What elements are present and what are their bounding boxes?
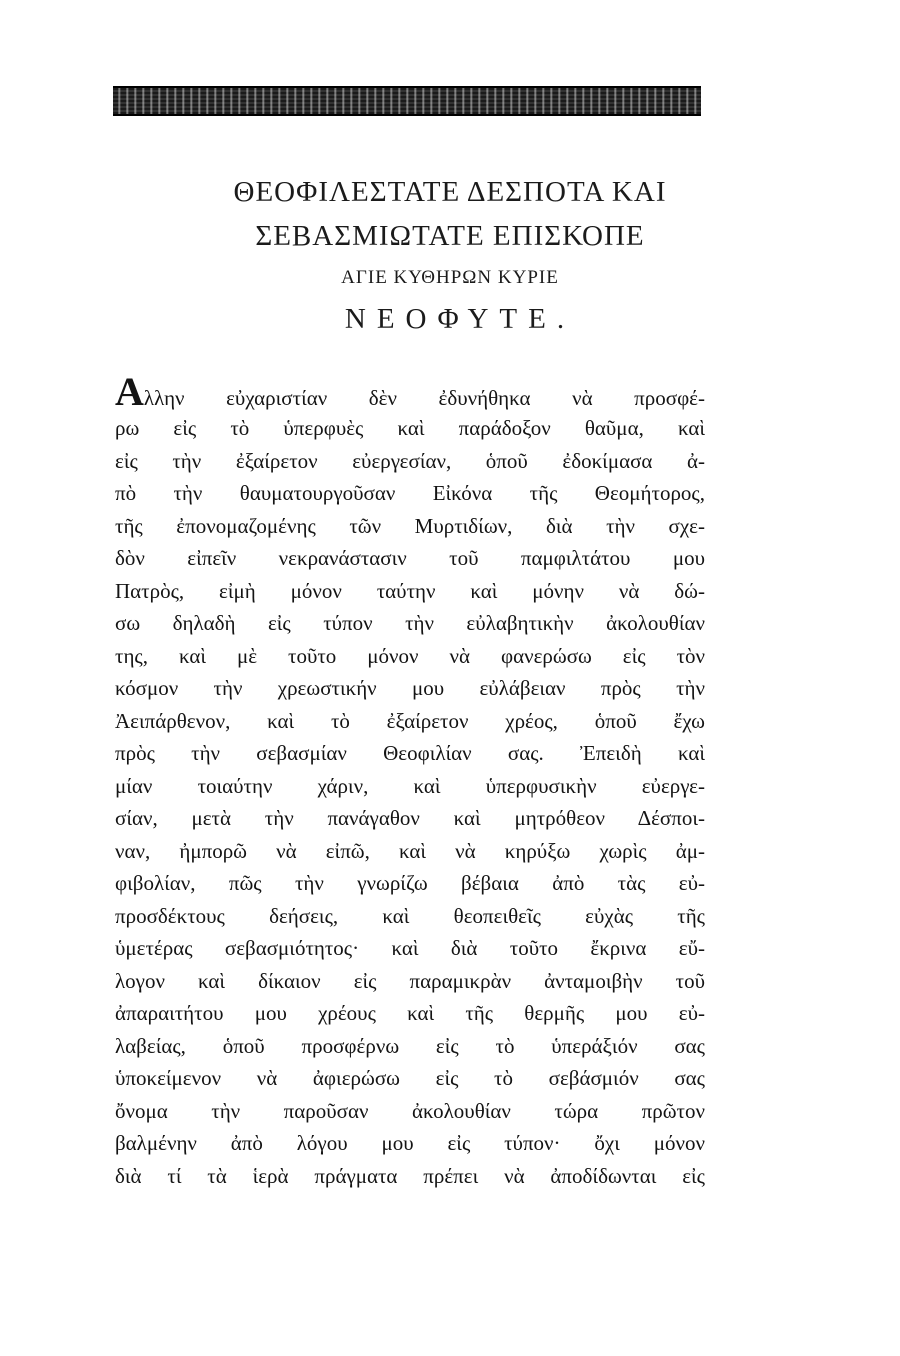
- text-line: λαβείας, ὁποῦ προσφέρνω εἰς τὸ ὑπεράξιόν σας: [115, 1033, 705, 1058]
- text-line-content: λλην εὐχαριστίαν δὲν ἐδυνήθηκα νὰ προσφέ-: [143, 386, 705, 410]
- body-paragraph: [115, 369, 705, 1192]
- text-line: διὰ τί τὰ ἱερὰ πράγματα πρέπει νὰ ἀποδίδωνται εἰς: [115, 1163, 705, 1188]
- text-line: πρὸς τὴν σεβασμίαν Θεοφιλίαν σας. Ἐπειδὴ καὶ: [115, 741, 705, 765]
- dedication-title-line-2: ΣΕΒΑΣΜΙΩΤΑΤΕ ΕΠΙΣΚΟΠΕ: [255, 220, 645, 252]
- drop-cap: Α: [115, 369, 144, 414]
- text-line: Πατρὸς, εἰμὴ μόνον ταύτην καὶ μόνην νὰ δώ-: [115, 578, 705, 603]
- decorative-header-band: [113, 86, 701, 116]
- dedication-title-name: ΝΕΟΦΥΤΕ.: [344, 303, 576, 335]
- text-line: εἰς τὴν ἐξαίρετον εὐεργεσίαν, ὁποῦ ἐδοκίμασα ἀ-: [115, 448, 705, 473]
- text-line: ρω εἰς τὸ ὑπερφυὲς καὶ παράδοξον θαῦμα, καὶ: [115, 416, 705, 440]
- text-line: Ἀειπάρθενον, καὶ τὸ ἐξαίρετον χρέος, ὁποῦ ἔχω: [115, 708, 705, 733]
- text-line: φιβολίαν, πῶς τὴν γνωρίζω βέβαια ἀπὸ τὰς εὐ-: [115, 871, 705, 895]
- text-line: κόσμον τὴν χρεωστικήν μου εὐλάβειαν πρὸς τὴν: [115, 676, 705, 700]
- text-line: πὸ τὴν θαυματουργοῦσαν Εἰκόνα τῆς Θεομήτορος,: [115, 481, 705, 505]
- text-line: σω δηλαδὴ εἰς τύπον τὴν εὐλαβητικὴν ἀκολουθίαν: [115, 611, 705, 635]
- text-line: ὑμετέρας σεβασμιότητος· καὶ διὰ τοῦτο ἔκρινα εὔ-: [115, 936, 705, 960]
- text-line: βαλμένην ἀπὸ λόγου μου εἰς τύπον· ὄχι μόνον: [115, 1131, 705, 1155]
- text-line: ὑποκείμενον νὰ ἀφιερώσω εἰς τὸ σεβάσμιόν σας: [115, 1066, 705, 1090]
- text-line: προσδέκτους δεήσεις, καὶ θεοπειθεῖς εὐχὰς τῆς: [115, 903, 705, 928]
- text-line: ναν, ἠμπορῶ νὰ εἰπῶ, καὶ νὰ κηρύξω χωρὶς ἀμ-: [115, 838, 705, 863]
- text-line: ἀπαραιτήτου μου χρέους καὶ τῆς θερμῆς μου εὐ-: [115, 1001, 705, 1025]
- text-line: δὸν εἰπεῖν νεκρανάστασιν τοῦ παμφιλτάτου μου: [115, 546, 705, 570]
- text-line: λογον καὶ δίκαιον εἰς παραμικρὰν ἀνταμοιβὴν τοῦ: [115, 968, 705, 993]
- text-line: [115, 369, 705, 414]
- text-line: σίαν, μετὰ τὴν πανάγαθον καὶ μητρόθεον Δέσποι-: [115, 806, 705, 830]
- dedication-title-line-1: ΘΕΟΦΙΛΕΣΤΑΤΕ ΔΕΣΠΟΤΑ ΚΑΙ: [233, 176, 667, 208]
- text-line: της, καὶ μὲ τοῦτο μόνον νὰ φανερώσω εἰς τὸν: [115, 643, 705, 668]
- dedication-title-line-3: ΑΓΙΕ ΚΥΘΗΡΩΝ ΚΥΡΙΕ: [341, 267, 559, 288]
- text-line: ὄνομα τὴν παροῦσαν ἀκολουθίαν τώρα πρῶτον: [115, 1098, 705, 1123]
- text-line: τῆς ἐπονομαζομένης τῶν Μυρτιδίων, διὰ τὴν σχε-: [115, 513, 705, 538]
- text-line: μίαν τοιαύτην χάριν, καὶ ὑπερφυσικὴν εὐεργε-: [115, 773, 705, 798]
